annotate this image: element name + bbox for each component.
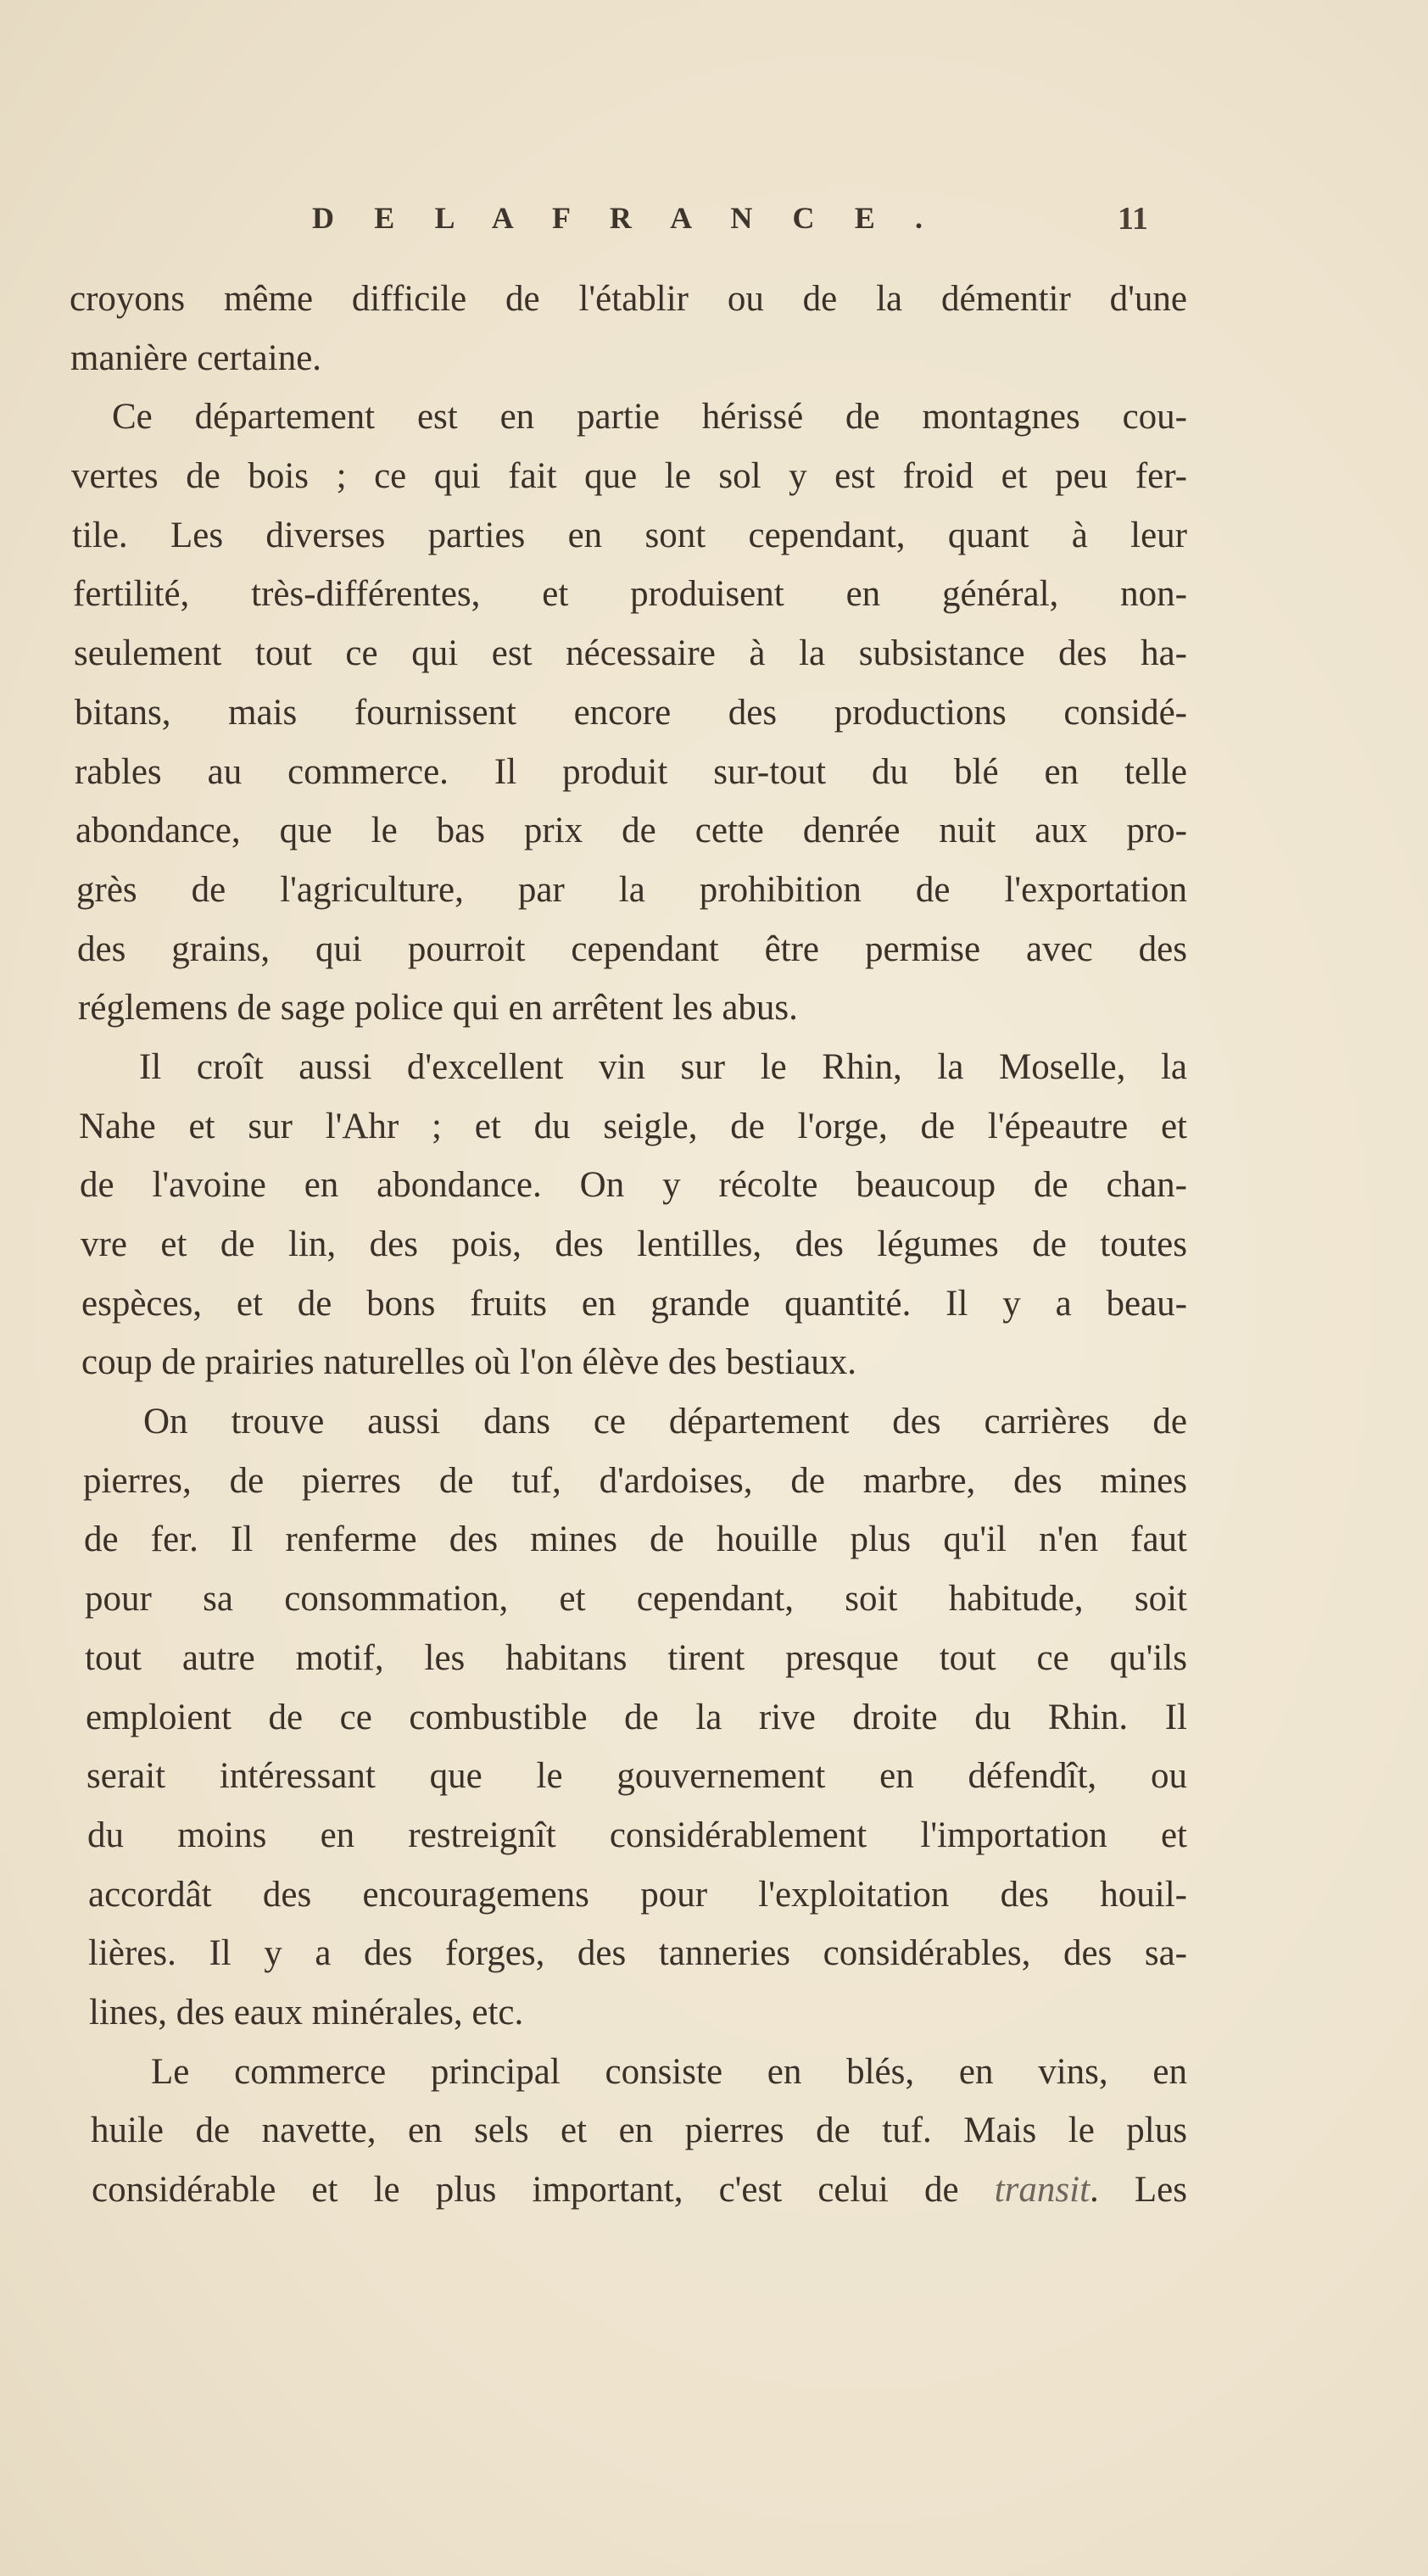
text-line: tout autre motif, les habitans tirent presque tout ce qu'ils bbox=[85, 1637, 1187, 1678]
text-line: espèces, et de bons fruits en grande quantité. Il y a beau- bbox=[81, 1283, 1187, 1324]
text-line: manière certaine. bbox=[70, 337, 322, 378]
text-line: coup de prairies naturelles où l'on élève des bestiaux. bbox=[81, 1342, 857, 1383]
text-line: Nahe et sur l'Ahr ; et du seigle, de l'orge, de l'épeautre et bbox=[79, 1106, 1187, 1146]
text-line: de l'avoine en abondance. On y récolte beaucoup de chan- bbox=[80, 1165, 1187, 1206]
text-line: pierres, de pierres de tuf, d'ardoises, de marbre, des mines bbox=[83, 1460, 1187, 1501]
text-line: accordât des encouragemens pour l'exploitation des houil- bbox=[88, 1874, 1187, 1915]
text-line: abondance, que le bas prix de cette denrée nuit aux pro- bbox=[75, 811, 1187, 851]
text-line: du moins en restreignît considérablement l'importation et bbox=[87, 1815, 1187, 1855]
text-line: lières. Il y a des forges, des tanneries considérables, des sa- bbox=[88, 1933, 1187, 1974]
body-text bbox=[70, 270, 1187, 2220]
text-line: On trouve aussi dans ce département des carrières de bbox=[143, 1402, 1187, 1442]
text-line: réglemens de sage police qui en arrêtent les abus. bbox=[78, 988, 798, 1029]
text-line: bitans, mais fournissent encore des productions considé- bbox=[75, 692, 1187, 733]
text-line: des grains, qui pourroit cependant être permise avec des bbox=[77, 928, 1187, 969]
text-line: lines, des eaux minérales, etc. bbox=[89, 1992, 524, 2032]
text-line: rables au commerce. Il produit sur-tout du blé en telle bbox=[75, 751, 1187, 792]
text-span: . Les bbox=[1090, 2170, 1187, 2210]
text-line: vertes de bois ; ce qui fait que le sol y est froid et peu fer- bbox=[71, 456, 1187, 497]
text-line: emploient de ce combustible de la rive droite du Rhin. Il bbox=[86, 1697, 1187, 1737]
text-line bbox=[92, 2161, 1187, 2220]
running-title: D E L A F R A N C E . bbox=[312, 201, 923, 235]
page-number: 11 bbox=[1118, 201, 1148, 237]
italic-word: transit bbox=[994, 2170, 1091, 2210]
text-line: Ce département est en partie hérissé de montagnes cou- bbox=[112, 397, 1187, 438]
text-line: Il croît aussi d'excellent vin sur le Rhin, la Moselle, la bbox=[139, 1046, 1187, 1087]
text-line: de fer. Il renferme des mines de houille plus qu'il n'en faut bbox=[84, 1519, 1187, 1560]
text-line: vre et de lin, des pois, des lentilles, des légumes de toutes bbox=[81, 1224, 1187, 1264]
text-line: Le commerce principal consiste en blés, en vins, en bbox=[151, 2051, 1187, 2092]
text-line: serait intéressant que le gouvernement en défendît, ou bbox=[86, 1756, 1187, 1797]
text-line: croyons même difficile de l'établir ou de la démentir d'une bbox=[70, 279, 1187, 319]
text-line: huile de navette, en sels et en pierres de tuf. Mais le plus bbox=[91, 2110, 1187, 2151]
text-line: grès de l'agriculture, par la prohibition de l'exportation bbox=[76, 869, 1187, 910]
text-line: fertilité, très-différentes, et produisent en général, non- bbox=[73, 574, 1187, 615]
text-line: pour sa consommation, et cependant, soit habitude, soit bbox=[85, 1579, 1187, 1620]
text-span: considérable et le plus important, c'est celui de bbox=[92, 2170, 995, 2210]
text-line: seulement tout ce qui est nécessaire à la subsistance des ha- bbox=[74, 633, 1187, 674]
text-line: tile. Les diverses parties en sont cependant, quant à leur bbox=[72, 515, 1187, 555]
